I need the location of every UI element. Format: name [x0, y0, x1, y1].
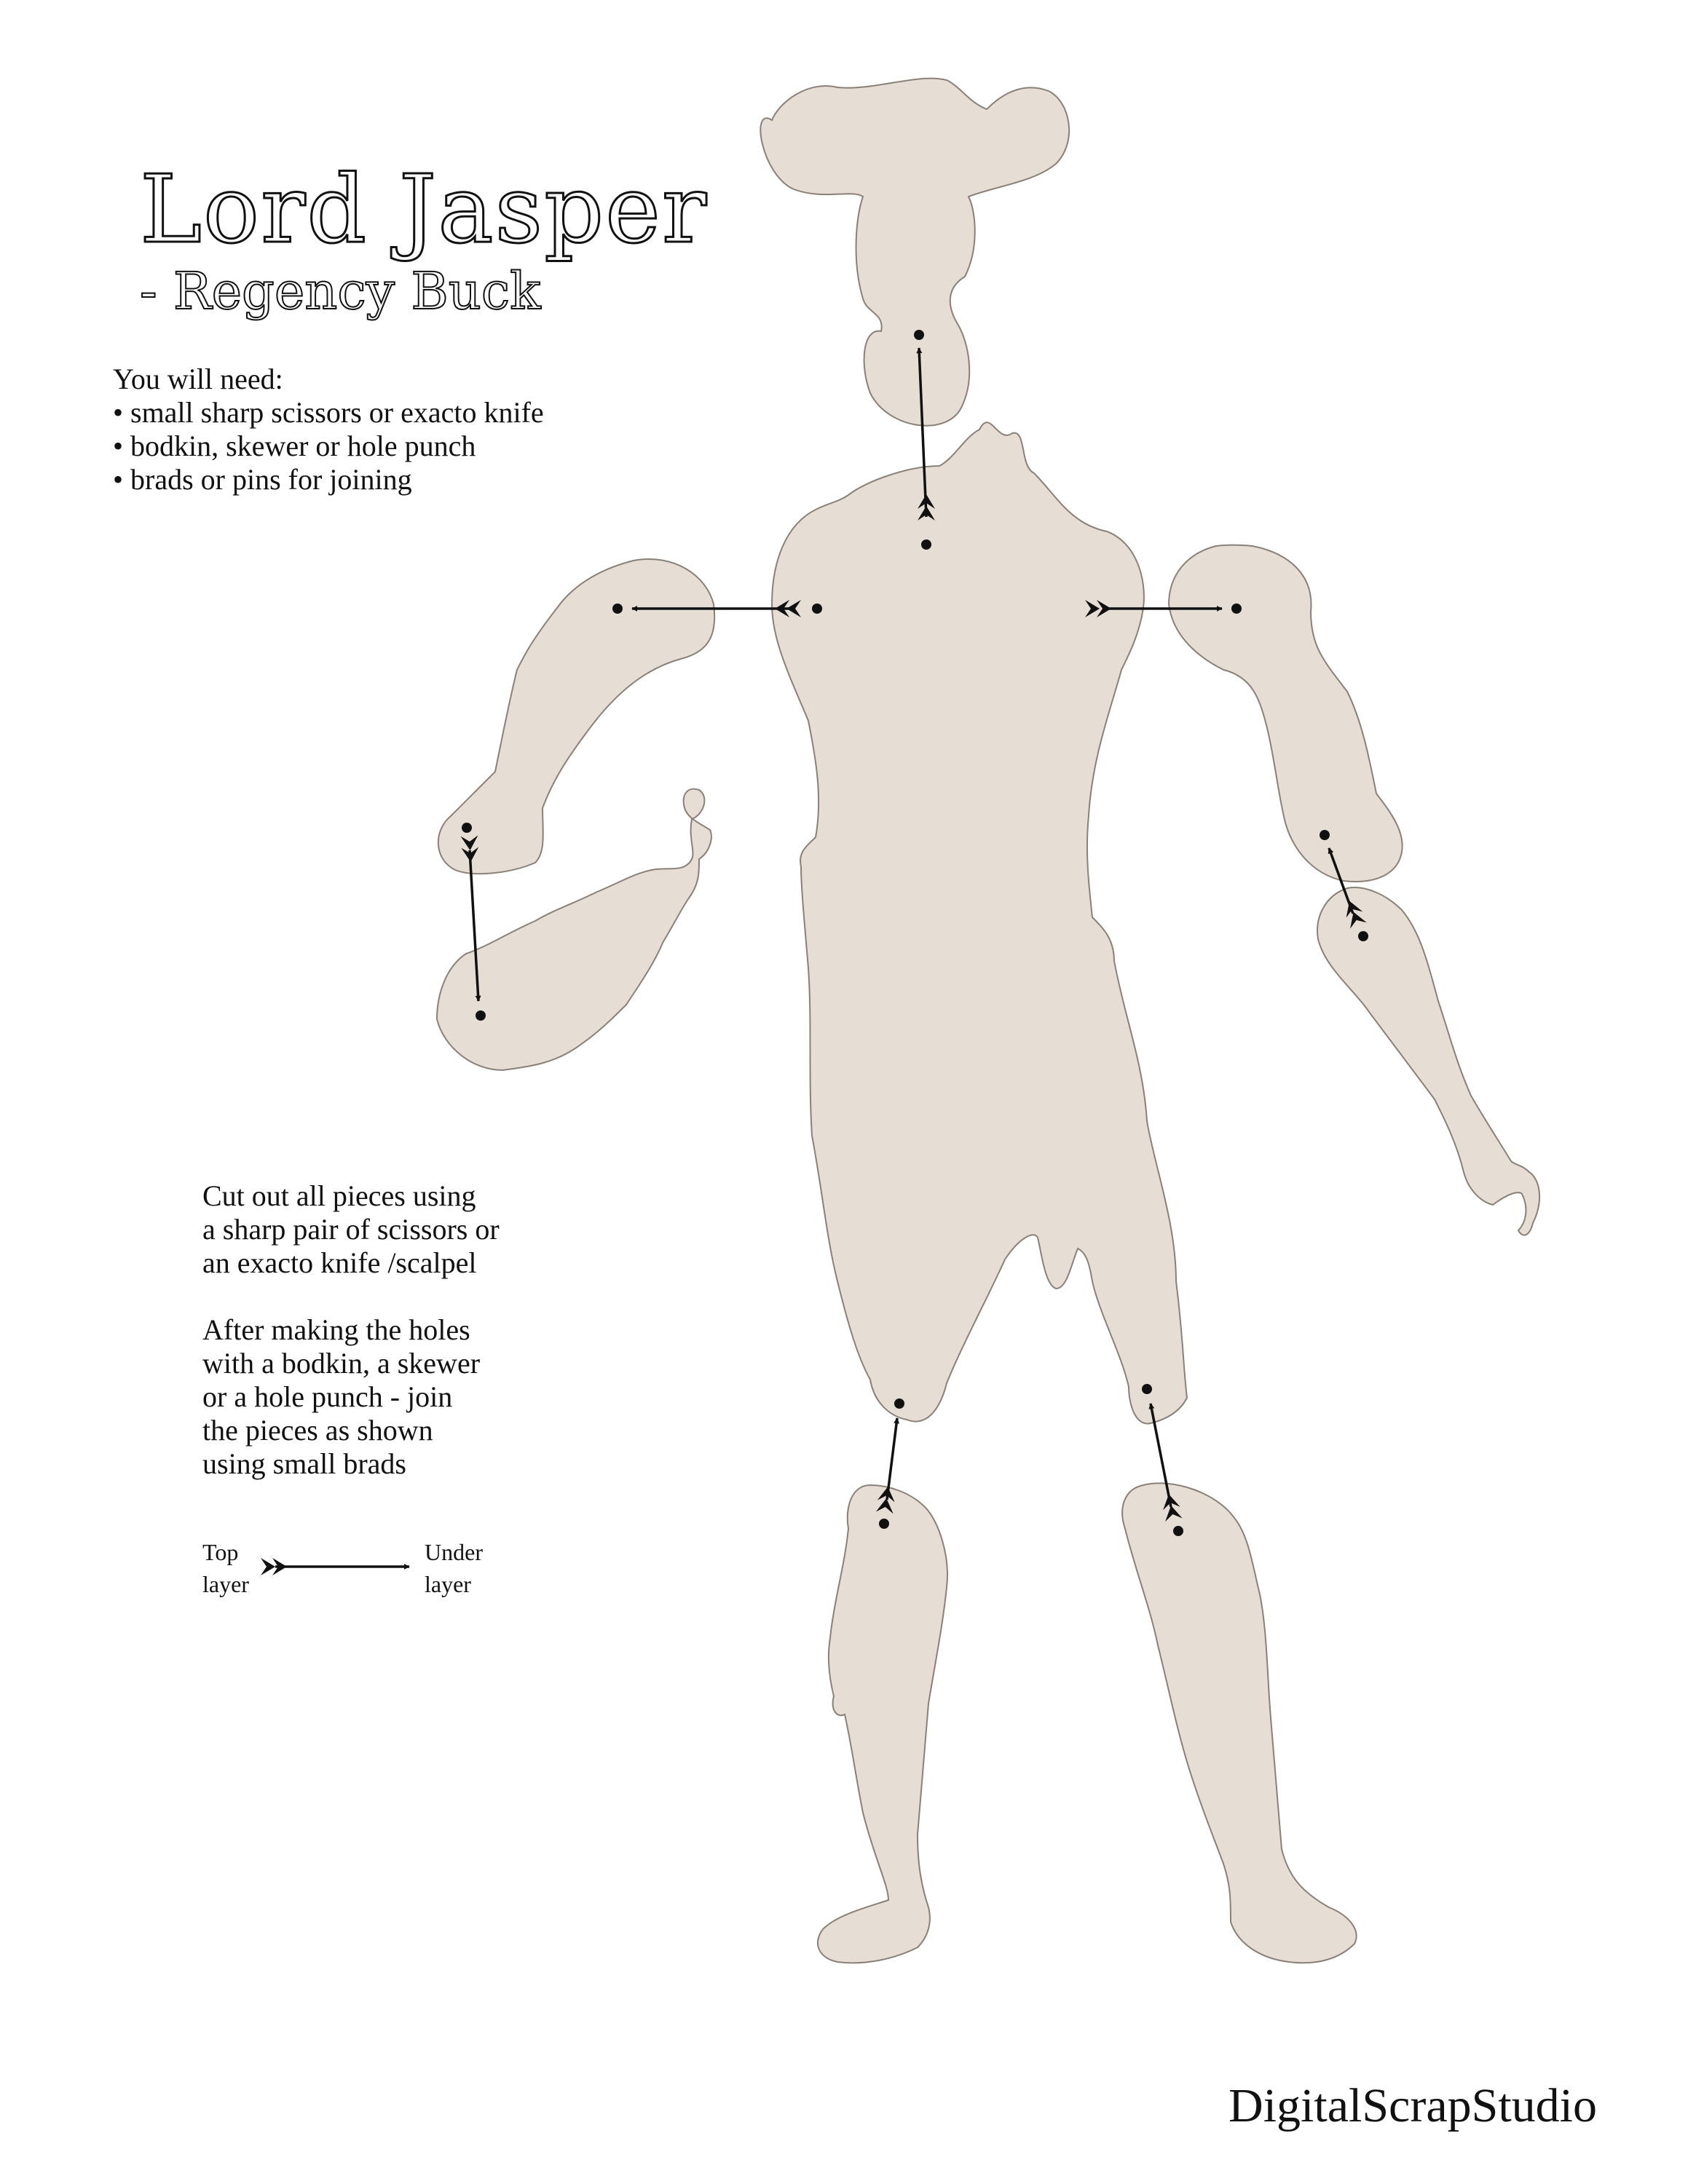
instruction-line: or a hole punch - join	[202, 1380, 453, 1413]
left-forearm-piece	[1317, 887, 1539, 1235]
brand-signature: DigitalScrapStudio	[1228, 2079, 1597, 2132]
hole-left-knee-shin	[1173, 1526, 1183, 1536]
hole-right-knee-thigh	[894, 1398, 904, 1409]
hole-right-shoulder-torso	[812, 604, 822, 614]
instruction-line: the pieces as shown	[202, 1414, 433, 1447]
instruction-line: a sharp pair of scissors or	[202, 1213, 500, 1246]
legend-top-label-line1: Top	[202, 1539, 239, 1565]
materials-item: • bodkin, skewer or hole punch	[113, 430, 476, 462]
torso-piece	[772, 422, 1187, 1423]
hole-neck-head	[914, 330, 924, 340]
hole-left-elbow-forearm	[1358, 931, 1368, 941]
legend-top-label-line2: layer	[202, 1571, 249, 1597]
legend-under-label-line2: layer	[425, 1571, 471, 1597]
arrow-right-knee	[887, 1418, 897, 1500]
right-upper-arm-piece	[438, 559, 714, 874]
hole-right-elbow-forearm	[476, 1010, 486, 1021]
hole-left-shoulder-arm	[1231, 604, 1242, 614]
left-upper-arm-piece	[1169, 545, 1403, 882]
materials-item: • small sharp scissors or exacto knife	[113, 396, 544, 429]
materials-heading: You will need:	[113, 363, 283, 395]
hole-neck-torso	[921, 539, 931, 550]
instruction-line: an exacto knife /scalpel	[202, 1246, 477, 1279]
right-lower-leg-piece	[818, 1485, 947, 1963]
materials-item: • brads or pins for joining	[113, 463, 412, 496]
instruction-line: using small brads	[202, 1447, 406, 1480]
instruction-line: with a bodkin, a skewer	[202, 1347, 481, 1380]
hole-left-knee-thigh	[1142, 1384, 1152, 1394]
hole-right-knee-shin	[879, 1519, 889, 1529]
hole-left-elbow-upper	[1320, 830, 1330, 840]
instruction-line: After making the holes	[202, 1313, 470, 1346]
legend-under-label-line1: Under	[425, 1539, 483, 1565]
instruction-line: Cut out all pieces using	[202, 1179, 476, 1212]
hole-right-elbow-upper	[462, 823, 472, 833]
page-title: Lord Jasper	[140, 156, 709, 264]
hole-right-shoulder-arm	[612, 604, 623, 614]
page-subtitle: - Regency Buck	[140, 261, 541, 321]
left-lower-leg-piece	[1122, 1483, 1356, 1963]
head-piece	[760, 79, 1069, 426]
fletch-legend	[261, 1558, 287, 1575]
